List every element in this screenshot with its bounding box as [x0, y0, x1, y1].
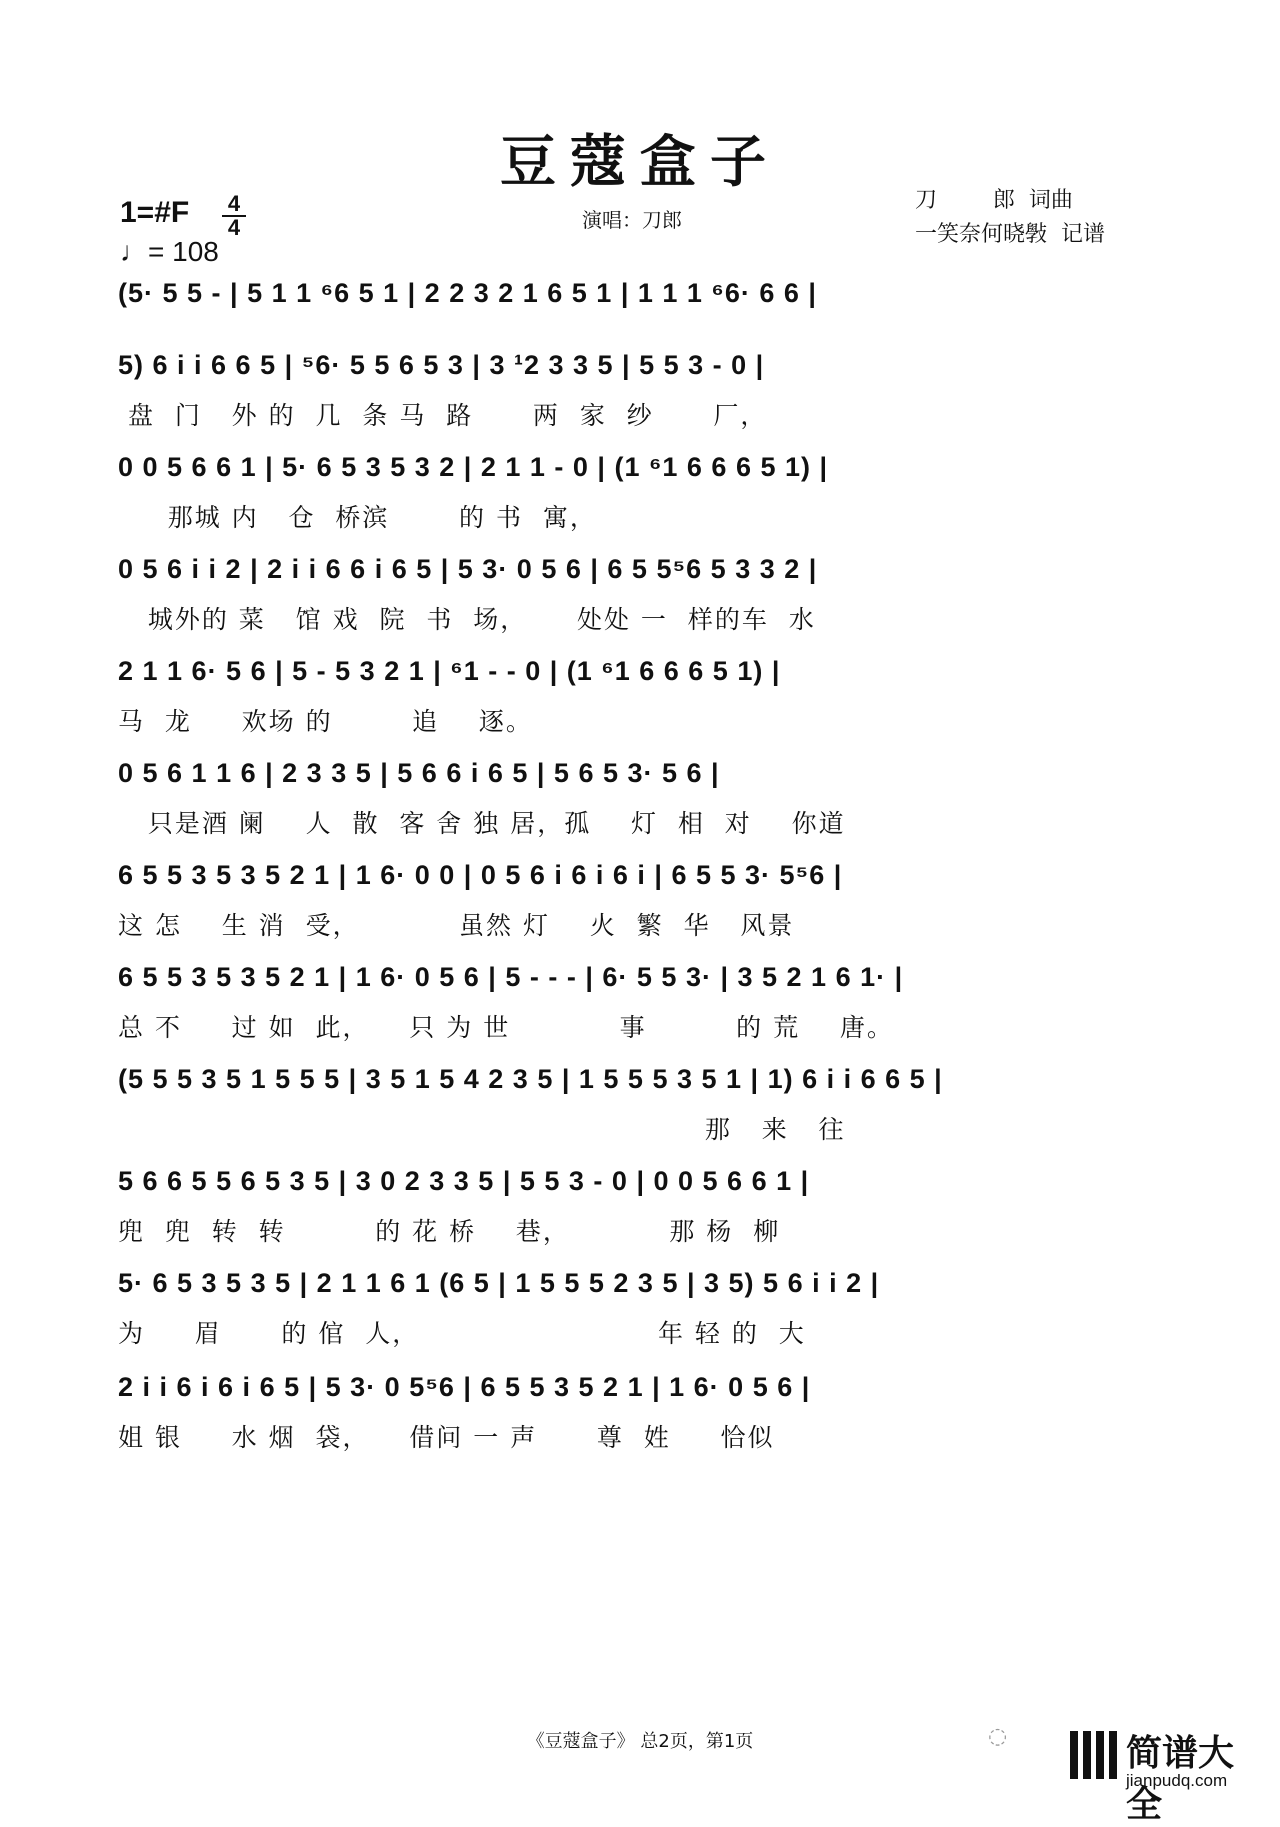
- lyrics-line: 兜 兜 转 转 的 花 桥 巷， 那 杨 柳: [118, 1217, 781, 1246]
- time-signature-bottom: 4: [227, 215, 241, 240]
- credits: [915, 184, 1105, 252]
- page-footer: 《豆蔻盒子》 总2页，第1页: [526, 1731, 754, 1752]
- time-signature: [222, 191, 246, 240]
- lyrics-line: 姐 银 水 烟 袋， 借问 一 声 尊 姓 恰似: [118, 1423, 775, 1452]
- notation-line: 0 5 6 1 1 6 | 2 3 3 5 | 5 6 6 i 6 5 | 5 6 5 3· 5 6 |: [118, 758, 720, 788]
- notation-line: (5 5 5 3 5 1 5 5 5 | 3 5 1 5 4 2 3 5 | 1 5 5 5 3 5 1 | 1) 6 i i 6 6 5 |: [118, 1064, 943, 1094]
- key-signature: 1=#F: [120, 196, 190, 229]
- notation-line: 5· 6 5 3 5 3 5 | 2 1 1 6 1 (6 5 | 1 5 5 5 2 3 5 | 3 5) 5 6 i i 2 |: [118, 1268, 880, 1298]
- time-signature-top: 4: [227, 191, 241, 216]
- tempo-marking: ♩= 108: [120, 236, 219, 267]
- lyrics-line: 这 怎 生 消 受， 虽然 灯 火 繁 华 风景: [118, 911, 795, 940]
- piano-keys-icon: [1070, 1731, 1118, 1779]
- site-url: jianpudq.com: [1126, 1771, 1228, 1790]
- lyrics-line: 城外的 菜 馆 戏 院 书 场， 处处 一 样的车 水: [118, 605, 816, 634]
- wechat-icon: ◌: [988, 1724, 1008, 1749]
- lyrics-line: 总 不 过 如 此， 只 为 世 事 的 荒 唐。: [118, 1013, 894, 1042]
- site-logo: [1070, 1725, 1260, 1825]
- notation-line: 2 i i 6 i 6 i 6 5 | 5 3· 0 5⁵6 | 6 5 5 3 5 2 1 | 1 6· 0 5 6 |: [118, 1372, 811, 1402]
- lyrics-line: 盘 门 外 的 几 条 马 路 两 家 纱 厂，: [118, 401, 768, 430]
- notation-line: 0 0 5 6 6 1 | 5· 6 5 3 5 3 2 | 2 1 1 - 0 | (1 ⁶1 6 6 6 5 1) |: [118, 452, 829, 482]
- notation-line: 5 6 6 5 5 6 5 3 5 | 3 0 2 3 3 5 | 5 5 3 - 0 | 0 0 5 6 6 1 |: [118, 1166, 810, 1196]
- notation-line: 6 5 5 3 5 3 5 2 1 | 1 6· 0 0 | 0 5 6 i 6 i 6 i | 6 5 5 3· 5⁵6 |: [118, 860, 843, 890]
- lyrics-line: 为 眉 的 倌 人， 年 轻 的 大: [118, 1319, 806, 1348]
- notation-line: (5· 5 5 - | 5 1 1 ⁶6 5 1 | 2 2 3 2 1 6 5 1 | 1 1 1 ⁶6· 6 6 |: [118, 278, 817, 308]
- credit-words-music: 刀 郎 词曲: [915, 188, 1073, 213]
- notation-line: 5) 6 i i 6 6 5 | ⁵6· 5 5 6 5 3 | 3 ¹2 3 3 5 | 5 5 3 - 0 |: [118, 350, 765, 380]
- lyrics-line: 只是酒 阑 人 散 客 舍 独 居，孤 灯 相 对 你道: [118, 809, 846, 838]
- lyrics-line: 那 来 往: [118, 1115, 846, 1144]
- song-title: 豆蔻盒子: [500, 129, 780, 195]
- lyrics-line: 那城 内 仓 桥滨 的 书 寓，: [118, 503, 597, 532]
- lyrics-line: 马 龙 欢场 的 追 逐。: [118, 707, 533, 736]
- credit-notation: 一笑奈何晓斅 记谱: [915, 222, 1105, 247]
- notation-line: 2 1 1 6· 5 6 | 5 - 5 3 2 1 | ⁶1 - - 0 | (1 ⁶1 6 6 6 5 1) |: [118, 656, 781, 686]
- logo-text: 简谱大全: [1126, 1733, 1235, 1825]
- notation-line: 6 5 5 3 5 3 5 2 1 | 1 6· 0 5 6 | 5 - - - | 6· 5 5 3· | 3 5 2 1 6 1· |: [118, 962, 904, 992]
- notation-line: 0 5 6 i i 2 | 2 i i 6 6 i 6 5 | 5 3· 0 5 6 | 6 5 5⁵6 5 3 3 2 |: [118, 554, 818, 584]
- singer-credit: 演唱：刀郎: [582, 208, 682, 232]
